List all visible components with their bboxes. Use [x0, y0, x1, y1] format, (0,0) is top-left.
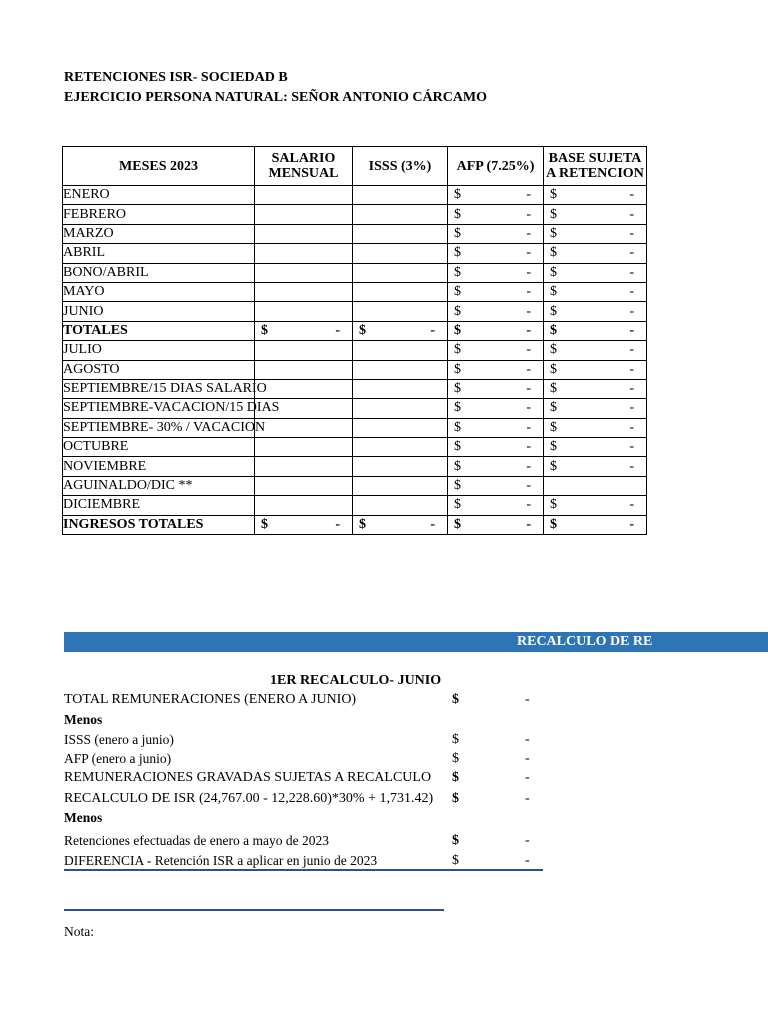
currency-symbol: $ — [550, 400, 557, 416]
amount-value: - — [526, 303, 531, 319]
isss-cell — [353, 186, 448, 205]
recalculo-line-currency: $ — [452, 833, 459, 848]
currency-symbol: $ — [550, 458, 557, 474]
recalculo-line-label: TOTAL REMUNERACIONES (ENERO A JUNIO) — [64, 692, 357, 707]
note-separator — [64, 909, 444, 911]
currency-symbol: $ — [454, 439, 461, 455]
afp-amount — [448, 438, 543, 456]
month-label: SEPTIEMBRE/15 DIAS SALARIO — [63, 379, 255, 398]
afp-amount — [448, 419, 543, 437]
currency-symbol: $ — [550, 264, 557, 280]
amount-value: - — [335, 516, 340, 532]
table-row — [63, 224, 647, 243]
table-row — [63, 438, 647, 457]
recalculo-line-currency: $ — [452, 791, 459, 806]
base-cell — [544, 457, 647, 476]
table-row — [63, 457, 647, 476]
base-amount — [544, 186, 646, 204]
month-label: MARZO — [63, 224, 255, 243]
amount-value: - — [629, 361, 634, 377]
month-label: ABRIL — [63, 244, 255, 263]
afp-cell — [448, 476, 544, 495]
note-label: Nota: — [64, 924, 94, 939]
header-meses: MESES 2023 — [63, 147, 255, 186]
currency-symbol: $ — [454, 478, 461, 494]
recalculo-line-currency: $ — [452, 853, 459, 868]
base-amount — [544, 399, 646, 417]
recalculo-line-label: DIFERENCIA - Retención ISR a aplicar en junio de 2023 — [64, 853, 378, 868]
amount-value: - — [526, 187, 531, 203]
afp-cell — [448, 399, 544, 418]
isss-cell — [353, 438, 448, 457]
table-row — [63, 244, 647, 263]
isss-cell — [353, 418, 448, 437]
month-label: SEPTIEMBRE- 30% / VACACION — [63, 418, 255, 437]
amount-value: - — [526, 400, 531, 416]
recalculo-band-title: RECALCULO DE RE — [517, 634, 653, 649]
amount-value: - — [526, 284, 531, 300]
currency-symbol: $ — [454, 381, 461, 397]
salario-cell — [255, 282, 353, 301]
amount-value: - — [526, 342, 531, 358]
isss-cell — [353, 457, 448, 476]
table-row — [63, 205, 647, 224]
base-amount — [544, 438, 646, 456]
recalculo-line-label: REMUNERACIONES GRAVADAS SUJETAS A RECALCULO — [64, 770, 432, 785]
afp-cell — [448, 321, 544, 340]
table-row — [63, 341, 647, 360]
recalculo-line-amount: - — [525, 853, 530, 868]
currency-symbol: $ — [454, 322, 461, 338]
base-cell — [544, 476, 647, 495]
isss-amount — [353, 516, 447, 534]
base-amount — [544, 225, 646, 243]
currency-symbol: $ — [550, 225, 557, 241]
table-row — [63, 321, 647, 340]
currency-symbol: $ — [550, 419, 557, 435]
table-row — [63, 515, 647, 534]
amount-value: - — [629, 264, 634, 280]
recalculo-line-currency: $ — [452, 692, 459, 707]
afp-cell — [448, 515, 544, 534]
currency-symbol: $ — [261, 322, 268, 338]
afp-amount — [448, 322, 543, 340]
difference-underline — [64, 869, 543, 871]
afp-cell — [448, 244, 544, 263]
salario-amount — [255, 322, 352, 340]
afp-cell — [448, 263, 544, 282]
recalculo-line-amount: - — [525, 770, 530, 785]
salario-cell — [255, 341, 353, 360]
base-amount — [544, 322, 646, 340]
salario-cell — [255, 360, 353, 379]
recalculo-line-amount: - — [525, 791, 530, 806]
amount-value: - — [629, 245, 634, 261]
recalculo-line-amount: - — [525, 751, 530, 766]
afp-cell — [448, 341, 544, 360]
currency-symbol: $ — [454, 516, 461, 532]
salario-cell — [255, 457, 353, 476]
month-label: FEBRERO — [63, 205, 255, 224]
base-cell — [544, 186, 647, 205]
salario-cell — [255, 302, 353, 321]
amount-value: - — [629, 284, 634, 300]
document-title: RETENCIONES ISR- SOCIEDAD B — [64, 70, 288, 85]
isss-amount — [353, 322, 447, 340]
afp-cell — [448, 205, 544, 224]
month-label: TOTALES — [63, 321, 255, 340]
base-cell — [544, 360, 647, 379]
month-label: ENERO — [63, 186, 255, 205]
currency-symbol: $ — [454, 497, 461, 513]
amount-value: - — [526, 225, 531, 241]
currency-symbol: $ — [359, 516, 366, 532]
amount-value: - — [526, 361, 531, 377]
isss-cell — [353, 263, 448, 282]
base-cell — [544, 224, 647, 243]
isss-cell — [353, 360, 448, 379]
afp-amount — [448, 380, 543, 398]
currency-symbol: $ — [550, 381, 557, 397]
currency-symbol: $ — [550, 516, 557, 532]
currency-symbol: $ — [454, 303, 461, 319]
currency-symbol: $ — [550, 322, 557, 338]
base-cell — [544, 282, 647, 301]
afp-amount — [448, 516, 543, 534]
table-body — [63, 186, 647, 535]
afp-amount — [448, 264, 543, 282]
amount-value: - — [629, 497, 634, 513]
afp-amount — [448, 225, 543, 243]
currency-symbol: $ — [454, 419, 461, 435]
amount-value: - — [629, 225, 634, 241]
base-amount — [544, 380, 646, 398]
recalculo-line-label: AFP (enero a junio) — [64, 751, 172, 766]
salario-cell — [255, 496, 353, 515]
table-row — [63, 496, 647, 515]
base-amount — [544, 419, 646, 437]
salario-cell — [255, 321, 353, 340]
isss-cell — [353, 399, 448, 418]
amount-value: - — [629, 381, 634, 397]
amount-value: - — [629, 516, 634, 532]
afp-cell — [448, 224, 544, 243]
isss-cell — [353, 205, 448, 224]
currency-symbol: $ — [454, 206, 461, 222]
month-label: JULIO — [63, 341, 255, 360]
recalculo-line-amount: - — [525, 692, 530, 707]
afp-amount — [448, 458, 543, 476]
base-cell — [544, 341, 647, 360]
header-salario: SALARIO MENSUAL — [255, 147, 353, 186]
base-amount — [544, 361, 646, 379]
retenciones-table — [62, 146, 647, 535]
table-row — [63, 302, 647, 321]
afp-cell — [448, 457, 544, 476]
month-label: SEPTIEMBRE-VACACION/15 DIAS — [63, 399, 255, 418]
base-amount — [544, 206, 646, 224]
amount-value: - — [430, 322, 435, 338]
amount-value: - — [335, 322, 340, 338]
amount-value: - — [629, 342, 634, 358]
base-cell — [544, 418, 647, 437]
amount-value: - — [526, 458, 531, 474]
base-cell — [544, 244, 647, 263]
recalculo-subtitle: 1ER RECALCULO- JUNIO — [270, 673, 442, 688]
amount-value: - — [629, 439, 634, 455]
amount-value: - — [526, 419, 531, 435]
amount-value: - — [629, 303, 634, 319]
amount-value: - — [629, 400, 634, 416]
recalculo-line-currency: $ — [452, 770, 459, 785]
currency-symbol: $ — [550, 439, 557, 455]
currency-symbol: $ — [550, 303, 557, 319]
amount-value: - — [526, 206, 531, 222]
month-label: NOVIEMBRE — [63, 457, 255, 476]
amount-value: - — [526, 322, 531, 338]
afp-amount — [448, 496, 543, 514]
recalculo-line-label: Menos — [64, 810, 103, 825]
base-cell — [544, 438, 647, 457]
afp-cell — [448, 496, 544, 515]
currency-symbol: $ — [454, 245, 461, 261]
table-row — [63, 282, 647, 301]
afp-amount — [448, 361, 543, 379]
recalculo-line-label: Retenciones efectuadas de enero a mayo de 2023 — [64, 833, 330, 848]
base-amount — [544, 303, 646, 321]
currency-symbol: $ — [550, 245, 557, 261]
afp-amount — [448, 341, 543, 359]
amount-value: - — [526, 264, 531, 280]
base-amount — [544, 283, 646, 301]
base-cell — [544, 321, 647, 340]
currency-symbol: $ — [550, 342, 557, 358]
amount-value: - — [526, 439, 531, 455]
salario-cell — [255, 263, 353, 282]
isss-cell — [353, 341, 448, 360]
salario-cell — [255, 186, 353, 205]
salario-cell — [255, 438, 353, 457]
salario-cell — [255, 418, 353, 437]
base-cell — [544, 302, 647, 321]
recalculo-line-amount: - — [525, 833, 530, 848]
base-amount — [544, 244, 646, 262]
afp-cell — [448, 186, 544, 205]
recalculo-line-currency: $ — [452, 732, 459, 747]
afp-cell — [448, 438, 544, 457]
amount-value: - — [629, 458, 634, 474]
recalculo-line-label: RECALCULO DE ISR (24,767.00 - 12,228.60)*30% + 1,731.42) — [64, 791, 434, 806]
salario-cell — [255, 379, 353, 398]
currency-symbol: $ — [454, 361, 461, 377]
currency-symbol: $ — [454, 342, 461, 358]
amount-value: - — [629, 206, 634, 222]
isss-cell — [353, 282, 448, 301]
header-afp: AFP (7.25%) — [448, 147, 544, 186]
currency-symbol: $ — [454, 400, 461, 416]
salario-amount — [255, 516, 352, 534]
amount-value: - — [430, 516, 435, 532]
isss-cell — [353, 379, 448, 398]
afp-amount — [448, 477, 543, 495]
table-row — [63, 379, 647, 398]
currency-symbol: $ — [550, 497, 557, 513]
isss-cell — [353, 224, 448, 243]
header-isss: ISSS (3%) — [353, 147, 448, 186]
amount-value: - — [526, 381, 531, 397]
recalculo-line-label: ISSS (enero a junio) — [64, 732, 174, 747]
amount-value: - — [526, 516, 531, 532]
table-row — [63, 418, 647, 437]
isss-cell — [353, 321, 448, 340]
currency-symbol: $ — [550, 206, 557, 222]
currency-symbol: $ — [454, 284, 461, 300]
currency-symbol: $ — [359, 322, 366, 338]
table-row — [63, 360, 647, 379]
header-base: BASE SUJETA A RETENCION — [544, 147, 647, 186]
isss-cell — [353, 496, 448, 515]
recalculo-line-amount: - — [525, 732, 530, 747]
isss-cell — [353, 244, 448, 263]
currency-symbol: $ — [454, 187, 461, 203]
amount-value: - — [629, 187, 634, 203]
amount-value: - — [526, 497, 531, 513]
currency-symbol: $ — [454, 225, 461, 241]
table-row — [63, 399, 647, 418]
base-amount — [544, 516, 646, 534]
isss-cell — [353, 476, 448, 495]
recalculo-line-label: Menos — [64, 712, 103, 727]
currency-symbol: $ — [261, 516, 268, 532]
afp-cell — [448, 360, 544, 379]
salario-cell — [255, 244, 353, 263]
currency-symbol: $ — [454, 264, 461, 280]
document-subtitle: EJERCICIO PERSONA NATURAL: SEÑOR ANTONIO CÁRCAMO — [64, 90, 488, 105]
base-cell — [544, 496, 647, 515]
afp-amount — [448, 206, 543, 224]
table-row — [63, 476, 647, 495]
isss-cell — [353, 302, 448, 321]
afp-amount — [448, 399, 543, 417]
afp-cell — [448, 379, 544, 398]
month-label: DICIEMBRE — [63, 496, 255, 515]
table-header-row — [63, 147, 647, 186]
month-label: AGUINALDO/DIC ** — [63, 476, 255, 495]
base-amount — [544, 496, 646, 514]
base-amount — [544, 458, 646, 476]
recalculo-band — [64, 632, 768, 652]
base-cell — [544, 399, 647, 418]
amount-value: - — [629, 419, 634, 435]
month-label: OCTUBRE — [63, 438, 255, 457]
month-label: INGRESOS TOTALES — [63, 515, 255, 534]
base-cell — [544, 515, 647, 534]
afp-cell — [448, 418, 544, 437]
salario-cell — [255, 224, 353, 243]
afp-amount — [448, 244, 543, 262]
salario-cell — [255, 515, 353, 534]
month-label: BONO/ABRIL — [63, 263, 255, 282]
amount-value: - — [526, 245, 531, 261]
month-label: AGOSTO — [63, 360, 255, 379]
base-amount — [544, 341, 646, 359]
currency-symbol: $ — [550, 361, 557, 377]
table-row — [63, 263, 647, 282]
salario-cell — [255, 205, 353, 224]
table-row — [63, 186, 647, 205]
currency-symbol: $ — [550, 284, 557, 300]
afp-cell — [448, 282, 544, 301]
currency-symbol: $ — [454, 458, 461, 474]
isss-cell — [353, 515, 448, 534]
afp-amount — [448, 186, 543, 204]
amount-value: - — [629, 322, 634, 338]
currency-symbol: $ — [550, 187, 557, 203]
month-label: JUNIO — [63, 302, 255, 321]
recalculo-line-currency: $ — [452, 751, 459, 766]
base-cell — [544, 263, 647, 282]
salario-cell — [255, 476, 353, 495]
afp-amount — [448, 303, 543, 321]
afp-amount — [448, 283, 543, 301]
base-cell — [544, 205, 647, 224]
month-label: MAYO — [63, 282, 255, 301]
afp-cell — [448, 302, 544, 321]
base-amount — [544, 264, 646, 282]
amount-value: - — [526, 478, 531, 494]
base-cell — [544, 379, 647, 398]
